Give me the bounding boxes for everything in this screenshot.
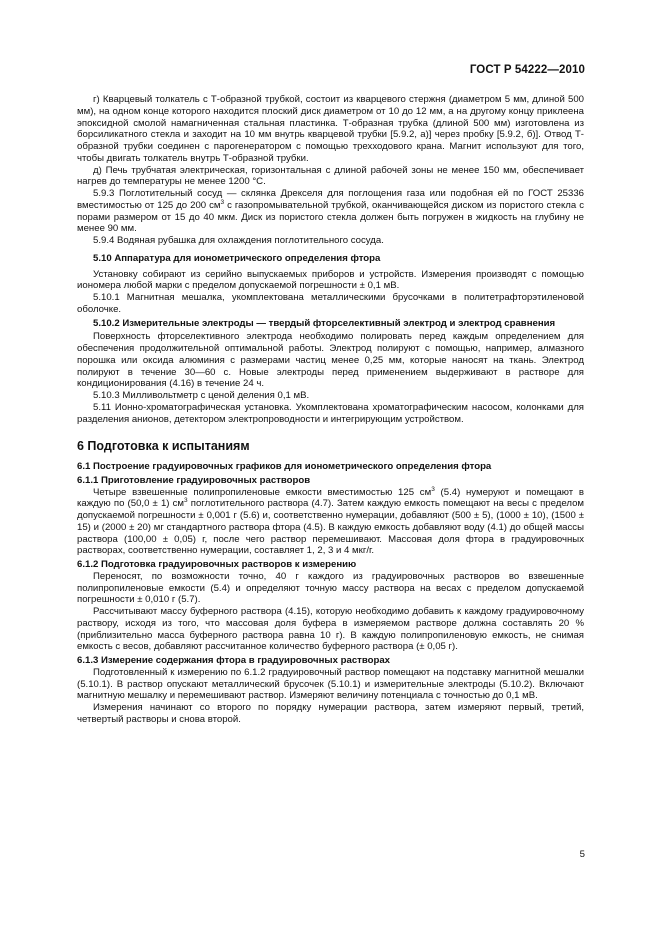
paragraph-electrode-polish: Поверхность фторселективного электрода необходимо полировать перед каждым определением для обеспечения продолжительной оптимальной работы. Электрод полируют с помощью, например, алмазного порошка или оксида алюминия с размерами частиц менее 0,25 мм, которые наносят на ткань. Электрод полируют в течение 30—60 с. Новые электроды перед применением выдерживают в растворе для кондиционирования (4.16) в течение 24 ч. [77, 331, 584, 390]
paragraph-6-1-1-part1: Четыре взвешенные полипропиленовые емкости вместимостью 125 см [93, 486, 432, 498]
paragraph-6-1-3-b: Измерения начинают со второго по порядку нумерации раствора, затем измеряют первый, третий, четвертый растворы и снова второй. [77, 702, 584, 725]
standard-header: ГОСТ Р 54222—2010 [469, 64, 585, 76]
paragraph-6-1-2-a: Переносят, по возможности точно, 40 г каждого из градуировочных растворов во взвешенные полипропиленовые емкости (5.4) и определяют точную массу раствора на весах с пределом допускаемой погрешности ± 0,010 г (5.7). [77, 570, 584, 606]
superscript: 3 [431, 485, 435, 493]
page-content [77, 94, 584, 726]
paragraph-quartz-pusher: г) Кварцевый толкатель с Т-образной трубкой, состоит из кварцевого стержня (диаметром 5 мм, длиной 500 мм), на одном конце которого находится плоский диск диаметром от 10 до 12 мм, а на другому концу приклеена эпоксидной смолой намагниченная стальная пластинка. Т-образная трубка (длиной 500 мм) изготовлена из борсиликатного стекла и заходит на 10 мм внутрь кварцевой трубки [5.9.2, а)] через пробку [5.9.2, б)]. Отвод Т-образной трубки соединен с парогенератором с помощью трехходового крана. Магнит используют для того, чтобы двигать толкатель внутрь Т-образной трубки. [77, 94, 584, 164]
heading-6-1-3: 6.1.3 Измерение содержания фтора в градуировочных растворах [77, 655, 391, 666]
paragraph-5-9-3 [77, 188, 584, 235]
heading-5-10: 5.10 Аппаратура для ионометрического определения фтора [93, 252, 381, 264]
superscript: 3 [220, 198, 225, 206]
paragraph-6-1-3-a: Подготовленный к измерению по 6.1.2 градуировочный раствор помещают на подставку магнитной мешалки (5.10.1). В раствор опускают металлический брусочек (5.10.1) и измерительные электроды (5.10.2). Включают магнитную мешалку и перемешивают раствор. Измеряют величину потенциала с точностью до 0,1 мВ. [77, 666, 584, 702]
paragraph-tube-furnace: д) Печь трубчатая электрическая, горизонтальная с длиной рабочей зоны не менее 150 мм, обеспечивает нагрев до температуры не менее 1200 °С. [77, 164, 584, 188]
heading-6-1: 6.1 Построение градуировочных графиков для ионометрического определения фтора [77, 461, 492, 472]
paragraph-5-9-3-part2: с газопромывательной трубкой, оканчивающейся диском из пористого стекла с порами размером от 15 до 40 мкм. Диск из пористого стекла должен быть погружен в жидкость на глубину не менее 90 мм. [77, 199, 584, 235]
paragraph-6-1-2-b: Рассчитывают массу буферного раствора (4.15), которую необходимо добавить к каждому градуировочному раствору, исходя из того, что массовая доля буфера в измеряемом растворе должна составлять 20 % (приблизительно масса буферного раствора равна 10 г). В каждую полипропиленовую емкость, не снимая емкость с весов, добавляют рассчитанное количество буферного раствора (± 0,05 г). [77, 606, 584, 653]
paragraph-5-10-1: 5.10.1 Магнитная мешалка, укомплектована металлическими брусочками в политетрафторэтиленовой оболочке. [77, 292, 584, 315]
paragraph-5-9-4: 5.9.4 Водяная рубашка для охлаждения поглотительного сосуда. [93, 235, 384, 246]
superscript: 3 [184, 497, 188, 505]
heading-6-1-1: 6.1.1 Приготовление градуировочных растворов [77, 474, 311, 486]
heading-6-1-2: 6.1.2 Подготовка градуировочных растворов к измерению [77, 559, 357, 570]
paragraph-5-10-3: 5.10.3 Милливольтметр с ценой деления 0,1 мВ. [93, 390, 310, 401]
paragraph-5-11: 5.11 Ионно-хроматографическая установка. Укомплектована хроматографическим насосом, колонками для разделения анионов, детектором электропроводности и интегрирующим устройством. [77, 401, 584, 425]
paragraph-6-1-1-part3: поглотительного раствора (4.7). Затем каждую емкость помещают на весы с пределом допускаемой погрешности ± 0,001 г (5.6) и, соответственно нумерации, добавляют (500 ± 5), (1000 ± 10), (1500 ± 15) и (2000 ± 20) мг стандартного раствора фтора (4.5). В каждую емкость добавляют воду (4.1) до общей массы раствора (100,00 ± 0,05) г, после чего раствор перемешивают. Массовая доля фтора в градуировочных растворах, соответственно нумерации, составляет 1, 2, 3 и 4 мкг/г. [77, 498, 584, 557]
section-heading-6: 6 Подготовка к испытаниям [77, 439, 250, 454]
heading-5-10-2: 5.10.2 Измерительные электроды — твердый фторселективный электрод и электрод сравнения [93, 317, 556, 329]
paragraph-6-1-1-part2: (5.4) нумеруют и помещают в каждую по (50,0 ± 1) см [77, 486, 584, 510]
paragraph-6-1-1 [77, 487, 584, 558]
paragraph-5-9-3-part1: 5.9.3 Поглотительный сосуд — склянка Дрекселя для поглощения газа или подобная ей по ГОСТ 25336 вместимостью от 125 до 200 см [77, 188, 584, 211]
page-number: 5 [579, 849, 585, 860]
paragraph-5-10-intro: Установку собирают из серийно выпускаемых приборов и устройств. Измерения производят с помощью иономера любой марки с пределом допускаемой погрешности ± 0,1 мВ. [77, 268, 584, 292]
